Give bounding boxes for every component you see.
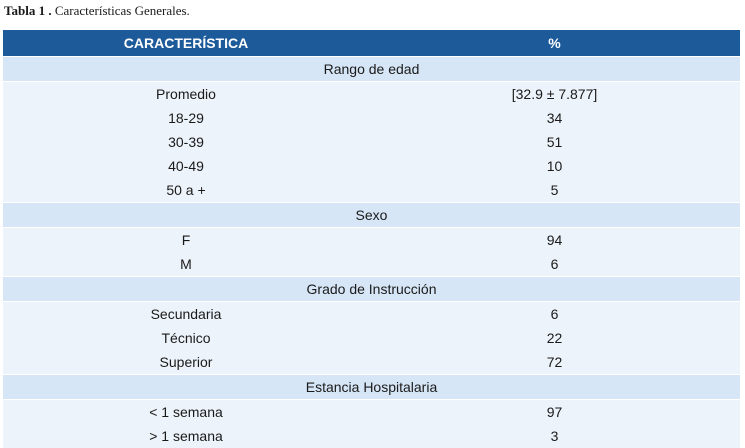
table-row: [3, 154, 740, 178]
row-label: Superior: [3, 350, 369, 375]
section-title: Estancia Hospitalaria: [3, 375, 740, 400]
table-row: [3, 424, 740, 448]
row-label: 30-39: [3, 130, 369, 154]
row-value: 34: [369, 106, 740, 130]
row-value: 10: [369, 154, 740, 178]
caption-label: Tabla 1 .: [4, 3, 52, 18]
table-row: [3, 178, 740, 203]
table-row: [3, 302, 740, 327]
caption-text: Características Generales.: [55, 3, 190, 18]
section-row: [3, 57, 740, 82]
table-row: [3, 252, 740, 277]
row-value: 6: [369, 252, 740, 277]
row-label: Técnico: [3, 326, 369, 350]
column-header-percent: %: [369, 30, 740, 57]
row-value: 22: [369, 326, 740, 350]
row-value: 97: [369, 400, 740, 425]
row-value: [32.9 ± 7.877]: [369, 82, 740, 107]
row-value: 51: [369, 130, 740, 154]
row-label: F: [3, 228, 369, 253]
row-value: 94: [369, 228, 740, 253]
table-header-row: [3, 30, 740, 57]
section-row: [3, 375, 740, 400]
table-body: [3, 57, 740, 448]
row-value: 72: [369, 350, 740, 375]
table-row: [3, 326, 740, 350]
table-row: [3, 228, 740, 253]
table-caption: [4, 3, 190, 19]
characteristics-table: [3, 30, 740, 448]
row-label: 18-29: [3, 106, 369, 130]
section-title: Sexo: [3, 203, 740, 228]
row-label: Secundaria: [3, 302, 369, 327]
section-title: Grado de Instrucción: [3, 277, 740, 302]
column-header-characteristic: CARACTERÍSTICA: [3, 30, 369, 57]
table-row: [3, 130, 740, 154]
row-value: 6: [369, 302, 740, 327]
row-label: M: [3, 252, 369, 277]
row-value: 5: [369, 178, 740, 203]
section-row: [3, 203, 740, 228]
row-label: 50 a +: [3, 178, 369, 203]
section-row: [3, 277, 740, 302]
table-row: [3, 82, 740, 107]
row-value: 3: [369, 424, 740, 448]
row-label: > 1 semana: [3, 424, 369, 448]
table-row: [3, 350, 740, 375]
row-label: 40-49: [3, 154, 369, 178]
table-row: [3, 400, 740, 425]
row-label: < 1 semana: [3, 400, 369, 425]
section-title: Rango de edad: [3, 57, 740, 82]
table-row: [3, 106, 740, 130]
row-label: Promedio: [3, 82, 369, 107]
